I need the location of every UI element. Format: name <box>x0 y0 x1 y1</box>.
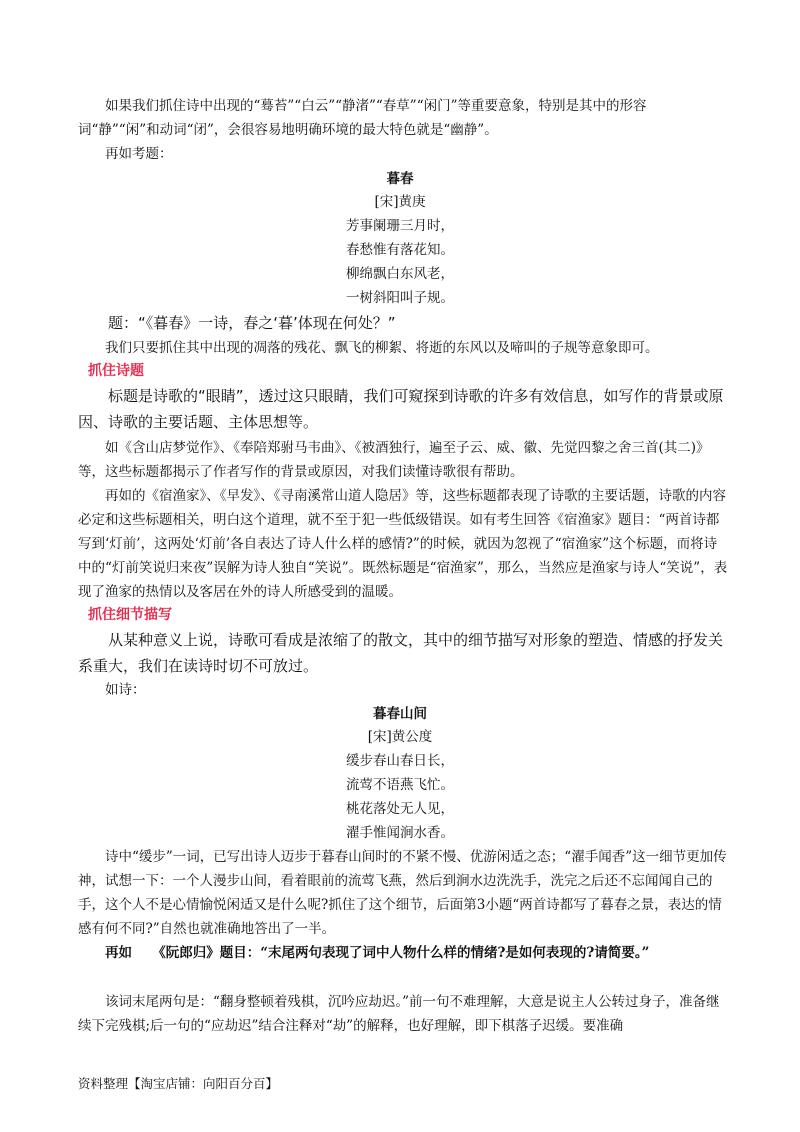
heading-detail: 抓住细节描写 <box>88 607 172 623</box>
poem2-title: 暮春山间 <box>373 706 427 722</box>
poem1-line: 一树斜阳叫子规。 <box>346 290 454 306</box>
answer1: 我们只要抓住其中出现的凋落的残花、飘飞的柳絮、将逝的东风以及啼叫的子规等意象即可。 <box>105 340 659 356</box>
detail-paragraph-2: 诗中“缓步”一词，已写出诗人迈步于暮春山间时的不紧不慢、优游闲适之态；“濯手闻香”这一细节更加传神，试想一下：一个人漫步山间，看着眼前的流莺飞燕，然后到涧水边洗洗手，洗完之后还不忘闻闻自己的手，这个人不是心情愉悦闲适又是什么呢?抓住了这个细节，后面第3小题“两首诗都写了暮春之景，表达的情感有何不同?”自然也就准确地答出了一半。 <box>78 849 727 937</box>
poem1-line: 春愁惟有落花知。 <box>346 242 454 258</box>
poem1-line: 柳绵飘白东风老， <box>346 266 454 282</box>
heading-title: 抓住诗题 <box>88 363 144 379</box>
poem1-title: 暮春 <box>386 171 414 187</box>
example-intro: 再如考题： <box>105 146 173 162</box>
title-paragraph-3: 再如的《宿渔家》、《早发》、《寻南溪常山道人隐居》等，这些标题都表现了诗歌的主要话题，诗歌的内容必定和这些标题相关，明白这个道理，就不至于犯一些低级错误。如有考生回答《宿渔家》题目：“两首诗都写到‘灯前’，这两处‘灯前’各自表达了诗人什么样的感情?”的时候，就因为忽视了“宿渔家”这个标题，而将诗中的“灯前笑说归来夜”误解为诗人独自“笑说”。既然标题是“宿渔家”，那么，当然应是渔家与诗人“笑说”，表现了渔家的热情以及客居在外的诗人所感受到的温暖。 <box>78 488 728 600</box>
ruan-answer: 该词末尾两句是：“翻身整顿着残棋，沉吟应劫迟。”前一句不难理解，大意是说主人公转过身子，准备继续下完残棋;后一句的“应劫迟”结合注释对“劫”的解释，也好理解，即下棋落子迟缓。要准确 <box>78 994 720 1034</box>
poem1-author: [宋]黄庚 <box>374 194 426 210</box>
footer-note: 资料整理【淘宝店铺：向阳百分百】 <box>78 1076 279 1091</box>
detail-paragraph-1: 从某种意义上说，诗歌可看成是浓缩了的散文，其中的细节描写对形象的塑造、情感的抒发关系重大，我们在读诗时切不可放过。 <box>78 631 724 675</box>
question1: 题：“《暮春》一诗，春之‘暮’体现在何处？” <box>108 314 396 332</box>
poem2-line: 流莺不语燕飞忙。 <box>346 777 454 793</box>
title-paragraph-2: 如《含山店梦觉作》、《奉陪郑驸马韦曲》、《被酒独行，遍至子云、威、徽、先觉四黎之舍三首(其二)》等，这些标题都揭示了作者写作的背景或原因，对我们读懂诗歌很有帮助。 <box>78 440 710 480</box>
ruan-question: 再如 《阮郎归》题目：“末尾两句表现了词中人物什么样的情绪?是如何表现的?请简要。” <box>105 945 650 961</box>
poem1-line: 芳事阑珊三月时， <box>346 218 454 234</box>
detail-intro: 如诗： <box>105 682 146 698</box>
poem2-line: 桃花落处无人见， <box>346 801 454 817</box>
title-paragraph-1: 标题是诗歌的“眼睛”，透过这只眼睛，我们可窥探到诗歌的许多有效信息，如写作的背景或原因、诗歌的主要话题、主体思想等。 <box>78 387 724 431</box>
poem2-author: [宋]黄公度 <box>367 729 433 745</box>
poem2-line: 缓步春山春日长， <box>346 753 454 769</box>
intro-paragraph: 如果我们抓住诗中出现的“蓦苔”“白云”“静渚”“春草”“闲门”等重要意象，特别是其中的形容词“静”“闲”和动词“闭”，会很容易地明确环境的最大特色就是“幽静”。 <box>78 98 647 138</box>
poem2-line: 濯手惟闻涧水香。 <box>346 825 454 841</box>
